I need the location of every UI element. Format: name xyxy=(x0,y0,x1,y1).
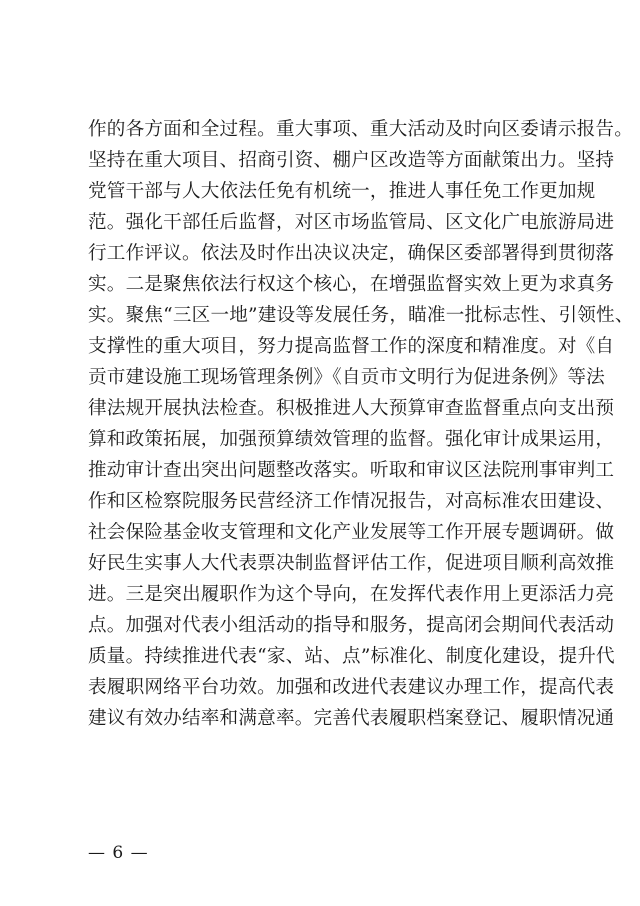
text-line: 好民生实事人大代表票决制监督评估工作，促进项目顺利高效推 xyxy=(88,553,615,574)
text-line: 贡市建设施工现场管理条例》《自贡市文明行为促进条例》等法 xyxy=(88,367,605,388)
text-line: 建议有效办结率和满意率。完善代表履职档案登记、履职情况通 xyxy=(88,708,615,729)
text-line: 支撑性的重大项目，努力提高监督工作的深度和精准度。对《自 xyxy=(88,336,615,357)
text-line: 范。强化干部任后监督，对区市场监管局、区文化广电旅游局进 xyxy=(88,212,615,233)
text-line: 作的各方面和全过程。重大事项、重大活动及时向区委请示报告。 xyxy=(88,119,634,140)
text-line: 质量。持续推进代表“家、站、点”标准化、制度化建设，提升代 xyxy=(88,646,615,667)
text-line: 党管干部与人大依法任免有机统一，推进人事任免工作更加规 xyxy=(88,181,596,202)
text-line: 作和区检察院服务民营经济工作情况报告，对高标准农田建设、 xyxy=(88,491,615,512)
text-line: 坚持在重大项目、招商引资、棚户区改造等方面献策出力。坚持 xyxy=(88,150,615,171)
text-line: 律法规开展执法检查。积极推进人大预算审查监督重点向支出预 xyxy=(88,398,615,419)
text-line: 实。聚焦“三区一地”建设等发展任务，瞄准一批标志性、引领性、 xyxy=(88,305,634,326)
text-line: 推动审计查出突出问题整改落实。听取和审议区法院刑事审判工 xyxy=(88,460,615,481)
text-line: 实。二是聚焦依法行权这个核心，在增强监督实效上更为求真务 xyxy=(88,274,615,295)
text-line: 社会保险基金收支管理和文化产业发展等工作开展专题调研。做 xyxy=(88,522,615,543)
text-line: 行工作评议。依法及时作出决议决定，确保区委部署得到贯彻落 xyxy=(88,243,615,264)
text-line: 进。三是突出履职作为这个导向，在发挥代表作用上更添活力亮 xyxy=(88,584,615,605)
text-line: 点。加强对代表小组活动的指导和服务，提高闭会期间代表活动 xyxy=(88,615,615,636)
text-line: 表履职网络平台功效。加强和改进代表建议办理工作，提高代表 xyxy=(88,677,615,698)
body-text xyxy=(88,114,634,734)
page-number: — 6 — xyxy=(88,843,149,863)
text-line: 算和政策拓展，加强预算绩效管理的监督。强化审计成果运用， xyxy=(88,429,615,450)
